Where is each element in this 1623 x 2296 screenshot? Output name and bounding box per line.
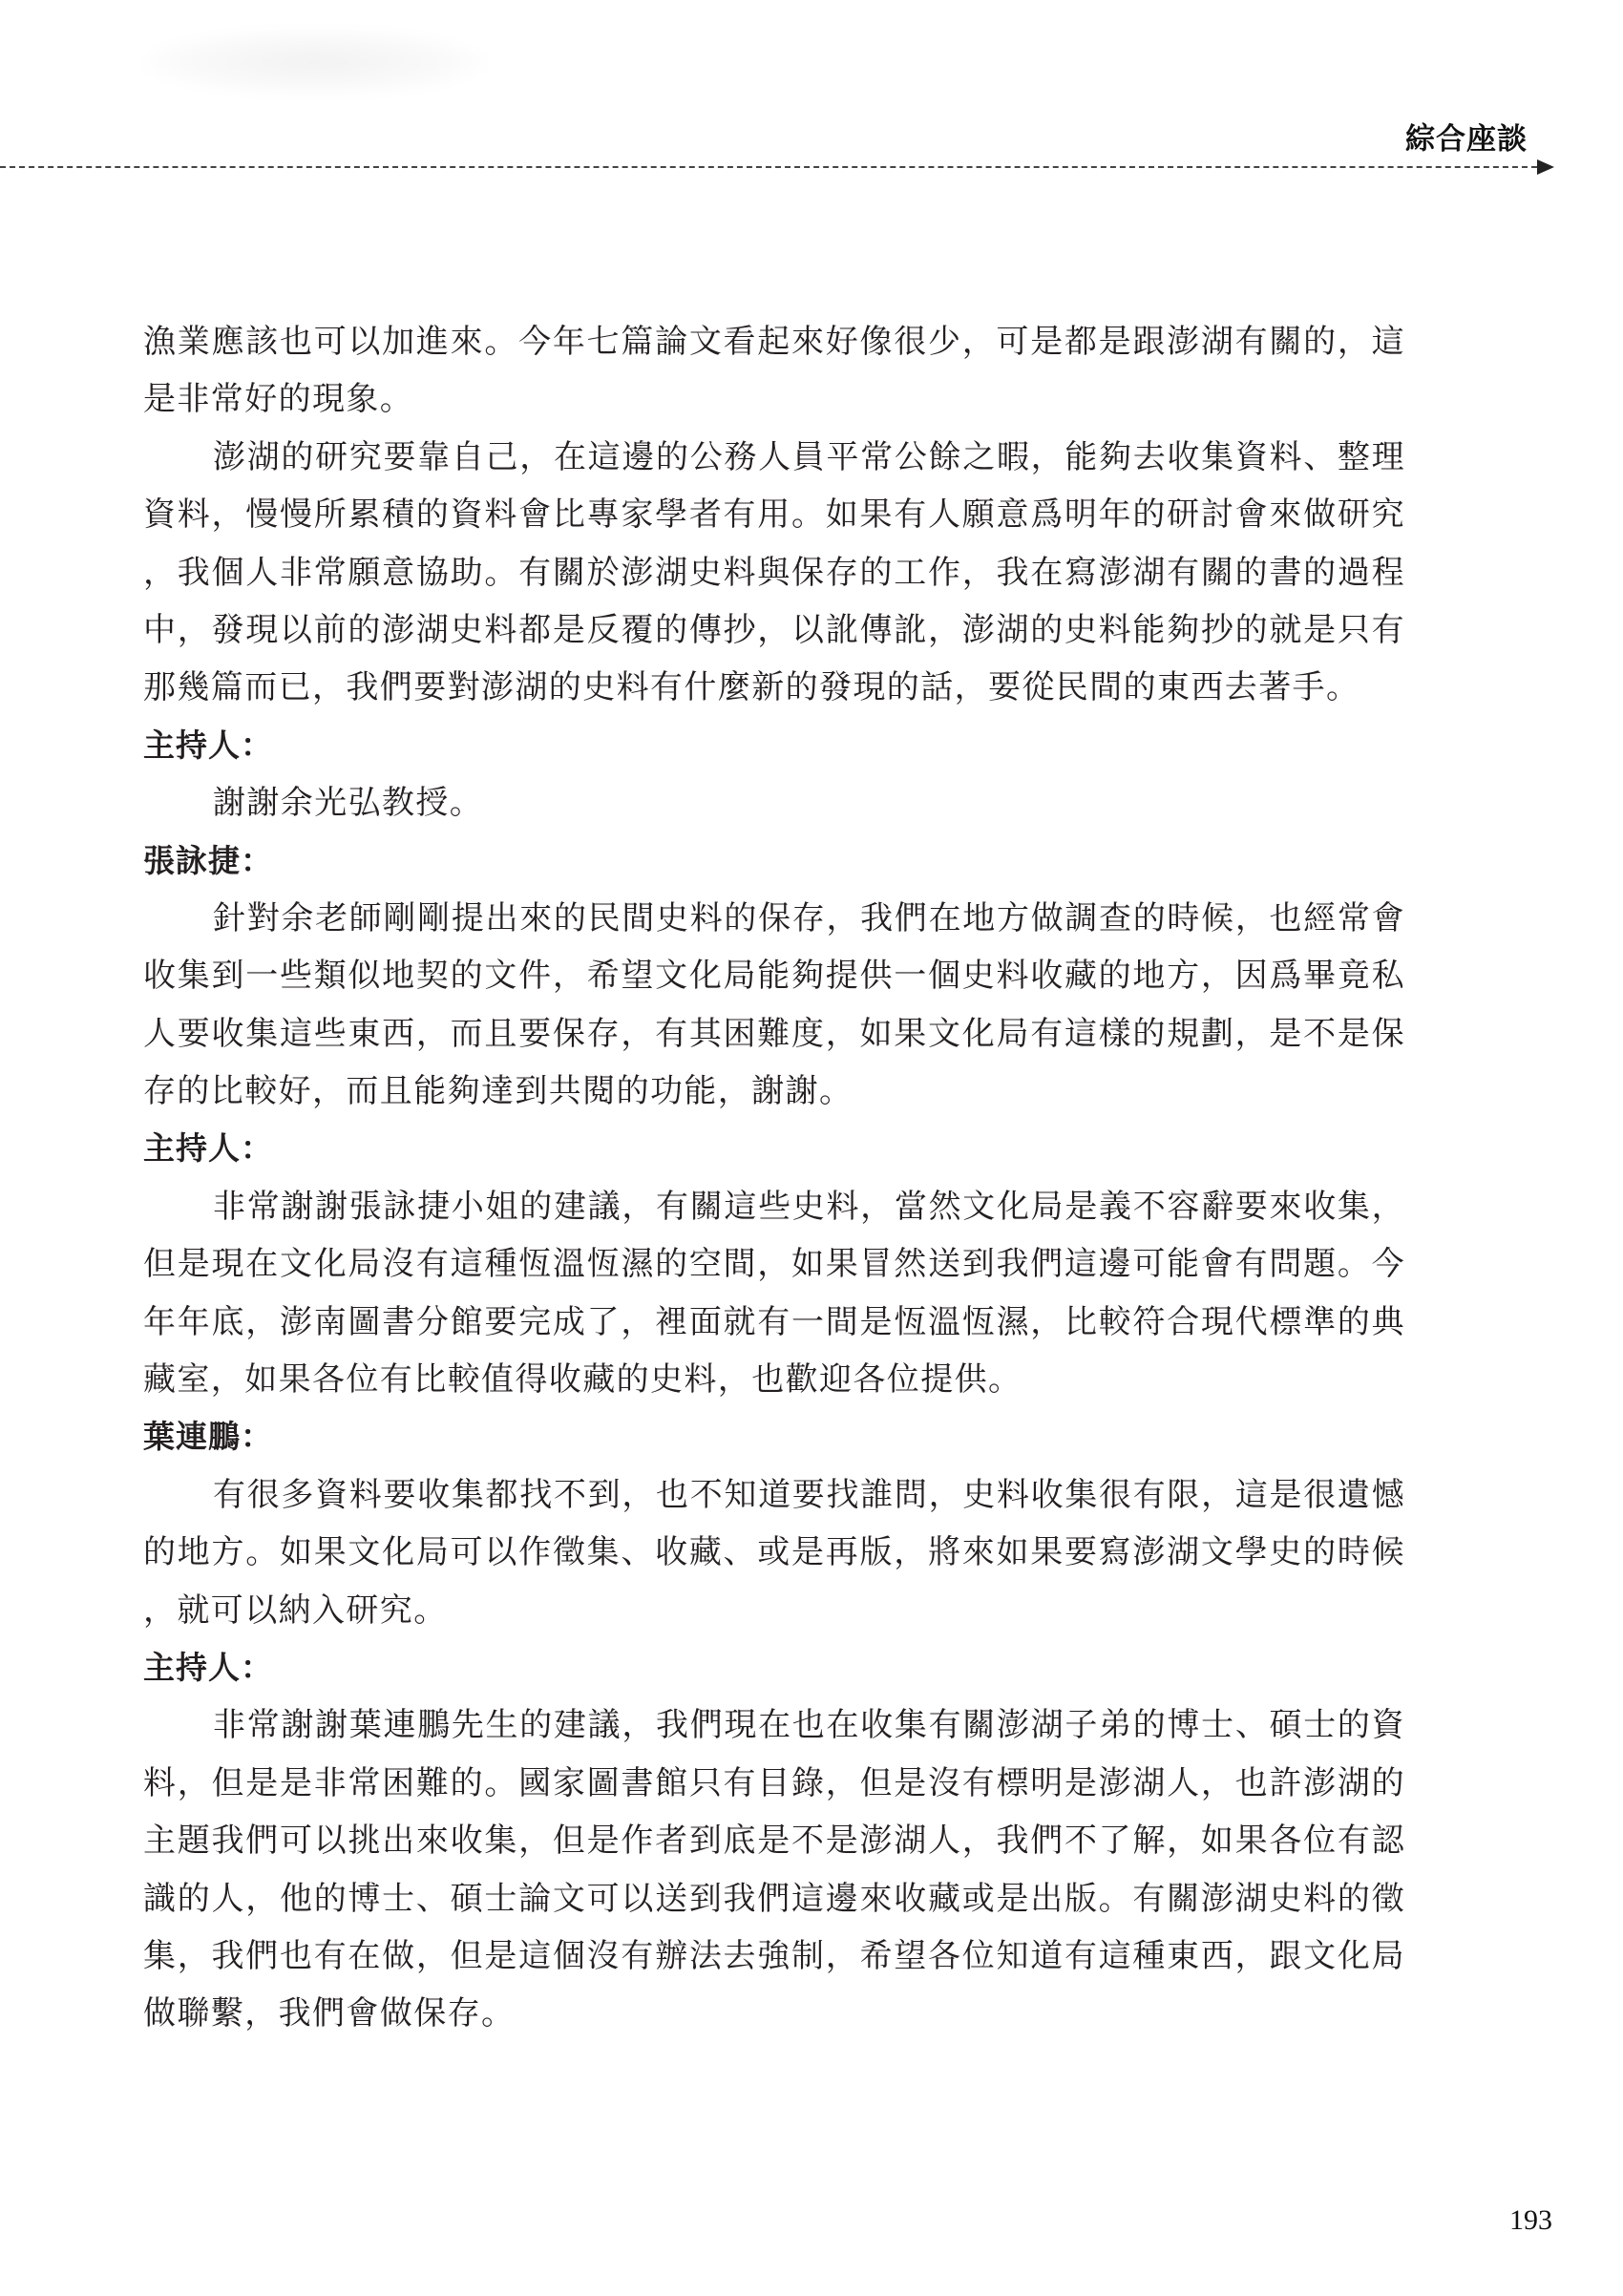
transcript-entry xyxy=(143,717,1405,832)
text-line: ，我個人非常願意協助。有關於澎湖史料與保存的工作，我在寫澎湖有關的書的過程 xyxy=(143,553,1405,592)
text-line: 的地方。如果文化局可以作徵集、收藏、或是再版，將來如果要寫澎湖文學史的時候 xyxy=(143,1533,1405,1572)
text-line: 是非常好的現象。 xyxy=(143,380,414,419)
text-line: 人要收集這些東西，而且要保存，有其困難度，如果文化局有這樣的規劃，是不是保 xyxy=(143,1014,1405,1053)
paragraph xyxy=(143,774,1405,832)
transcript-entry xyxy=(143,313,1405,717)
paragraph xyxy=(143,429,1405,717)
text-line: 料，但是是非常困難的。國家圖書館只有目錄，但是沒有標明是澎湖人，也許澎湖的 xyxy=(143,1763,1405,1802)
text-line: 針對余老師剛剛提出來的民間史料的保存，我們在地方做調查的時候，也經常會 xyxy=(213,898,1405,937)
text-line: 那幾篇而已，我們要對澎湖的史料有什麼新的發現的話，要從民間的東西去著手。 xyxy=(143,668,1360,707)
text-line: 漁業應該也可以加進來。今年七篇論文看起來好像很少，可是都是跟澎湖有關的，這 xyxy=(143,323,1405,361)
paragraph xyxy=(143,1696,1405,2042)
text-line: 做聯繫，我們會做保存。 xyxy=(143,1994,516,2033)
transcript-entry xyxy=(143,1408,1405,1639)
transcript-entry xyxy=(143,1639,1405,2043)
text-line: 中，發現以前的澎湖史料都是反覆的傳抄，以訛傳訛，澎湖的史料能夠抄的就是只有 xyxy=(143,610,1405,649)
paragraph xyxy=(143,313,1405,429)
text-line: 澎湖的研究要靠自己，在這邊的公務人員平常公餘之暇，能夠去收集資料、整理 xyxy=(213,437,1405,476)
text-line: 資料，慢慢所累積的資料會比專家學者有用。如果有人願意爲明年的研討會來做研究 xyxy=(143,495,1405,535)
text-line: 識的人，他的博士、碩士論文可以送到我們這邊來收藏或是出版。有關澎湖史料的徵 xyxy=(143,1879,1405,1918)
transcript-entry xyxy=(143,1120,1405,1408)
paragraph xyxy=(143,890,1405,1121)
text-line: 年年底，澎南圖書分館要完成了，裡面就有一間是恆溫恆濕，比較符合現代標準的典 xyxy=(143,1302,1405,1341)
transcript-entry xyxy=(143,832,1405,1121)
header-dashed-rule xyxy=(0,166,1537,168)
header-decoration xyxy=(143,29,487,95)
arrow-right-icon xyxy=(1537,159,1554,175)
speaker-label: 張詠捷： xyxy=(143,841,273,879)
text-line: 有很多資料要收集都找不到，也不知道要找誰問，史料收集很有限，這是很遺憾 xyxy=(213,1475,1405,1514)
page-number: 193 xyxy=(1509,2204,1552,2236)
text-line: ，就可以納入研究。 xyxy=(143,1590,448,1630)
text-line: 非常謝謝葉連鵬先生的建議，我們現在也在收集有關澎湖子弟的博士、碩士的資 xyxy=(213,1706,1405,1745)
speaker-label: 主持人： xyxy=(143,726,273,764)
text-line: 謝謝余光弘教授。 xyxy=(213,784,484,823)
text-line: 主題我們可以挑出來收集，但是作者到底是不是澎湖人，我們不了解，如果各位有認 xyxy=(143,1822,1405,1861)
section-title: 綜合座談 xyxy=(1405,122,1528,157)
speaker-label: 主持人： xyxy=(143,1129,273,1168)
text-line: 集，我們也有在做，但是這個沒有辦法去強制，希望各位知道有這種東西，跟文化局 xyxy=(143,1936,1405,1975)
speaker-label: 主持人： xyxy=(143,1648,273,1686)
text-line: 藏室，如果各位有比較值得收藏的史料，也歡迎各位提供。 xyxy=(143,1360,1022,1400)
transcript-body xyxy=(143,313,1405,2043)
text-line: 存的比較好，而且能夠達到共閱的功能，謝謝。 xyxy=(143,1072,854,1111)
text-line: 收集到一些類似地契的文件，希望文化局能夠提供一個史料收藏的地方，因爲畢竟私 xyxy=(143,957,1405,996)
text-line: 非常謝謝張詠捷小姐的建議，有關這些史料，當然文化局是義不容辭要來收集， xyxy=(213,1187,1405,1226)
paragraph xyxy=(143,1178,1405,1409)
paragraph xyxy=(143,1466,1405,1639)
text-line: 但是現在文化局沒有這種恆溫恆濕的空間，如果冒然送到我們這邊可能會有問題。今 xyxy=(143,1245,1405,1284)
speaker-label: 葉連鵬： xyxy=(143,1418,273,1456)
